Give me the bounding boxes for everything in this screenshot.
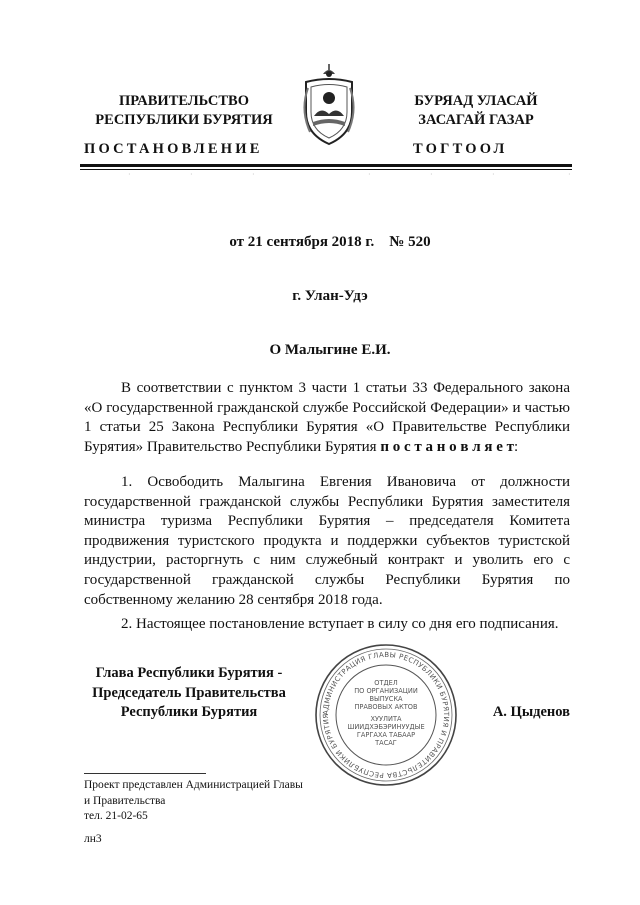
doctype-buryat: ТОГТООЛ [413,141,508,157]
footer-divider [84,773,206,774]
footer-line2: и Правительства [84,794,166,807]
position-line1: Глава Республики Бурятия - [95,665,283,681]
header-left-line2: РЕСПУБЛИКИ БУРЯТИЯ [95,112,273,128]
city: г. Улан-Удэ [292,288,368,304]
intro-paragraph [84,379,570,457]
footer-code: лн3 [84,833,102,845]
intro-text: В соответствии с пунктом 3 части 1 статьи 33 Федерального закона «О государственной гражданской службе Российской Федерации» и частью 1 статьи 25 Закона Республики Бурятия «О Правительстве Республики Бурятия» Правительство Республики Бурятия [84,380,570,455]
signatory-position [84,664,294,723]
header-divider-thick [80,164,572,167]
stamp-line2: ПО ОРГАНИЗАЦИИ [354,687,418,695]
position-line2: Председатель Правительства [92,684,286,701]
date-and-number: от 21 сентября 2018 г. № 520 [229,234,431,250]
stamp-line1: ОТДЕЛ [374,679,398,687]
stamp-line4: ПРАВОВЫХ АКТОВ [354,703,418,711]
header-right-line2: ЗАСАГАЙ ГАЗАР [418,112,534,128]
position-line3: Республики Бурятия [120,704,258,720]
stamp-line6: ШИИДХЭБЭРИНУУДЫЕ [347,723,425,731]
header-right-line1: БУРЯАД УЛАСАЙ [414,93,538,109]
decree-word: п о с т а н о в л я е т [380,438,515,455]
stamp-line7: ГАРГАХА ТАБААР [356,731,416,739]
coat-of-arms-emblem [296,60,362,150]
signatory-name: А. Цыденов [492,704,570,720]
decree-colon: : [514,438,519,455]
stamp-ring-text: АДМИНИСТРАЦИЯ ГЛАВЫ РЕСПУБЛИКИ БУРЯТИЯ И ПРАВИТЕЛЬСТВА РЕСПУБЛИКИ БУРЯТИЯ [321,650,451,780]
government-name-russian [84,92,284,130]
doctype-russian: ПОСТАНОВЛЕНИЕ [84,141,263,157]
decree-item-2: 2. Настоящее постановление вступает в силу со дня его подписания. [121,616,559,632]
footer-line3: тел. 21-02-65 [84,810,148,822]
decree-item-1: 1. Освободить Малыгина Евгения Ивановича от должности государственной гражданской службы Республики Бурятия заместителя министра туризма Республики Бурятия – председателя Комитета продвижения туристского продукта и поддержки субъектов туристской индустрии, расторгнуть с ним служебный контракт и уволить его с государственной гражданской службы Республики Бурятия по собственному желанию 28 сентября 2018 года. [84,474,570,608]
official-stamp [312,641,460,789]
footer-line1: Проект представлен Администрацией Главы [84,779,303,791]
coat-of-arms-icon [296,60,362,150]
document-title: О Малыгине Е.И. [269,342,391,358]
stamp-line3: ВЫПУСКА [369,695,403,703]
stamp-seal-icon [312,641,460,789]
footer-note [84,778,303,825]
stamp-line5: ХУУЛИТА [370,715,402,723]
government-name-buryat [376,92,576,130]
stamp-line8: ТАСАГ [375,739,397,747]
header-left-line1: ПРАВИТЕЛЬСТВО [119,93,249,109]
header-dotted-guides: · · · · · · · [128,170,571,179]
